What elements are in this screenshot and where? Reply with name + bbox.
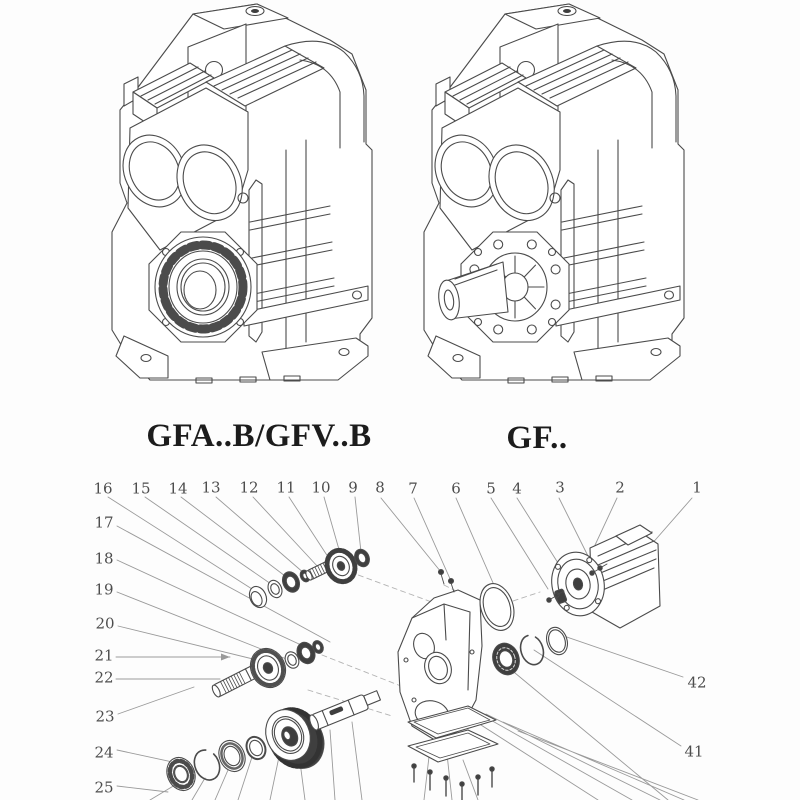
callout-42: 42 — [687, 673, 707, 692]
callout-16: 16 — [93, 479, 113, 498]
callout-15: 15 — [131, 479, 151, 498]
callout-20: 20 — [95, 614, 115, 633]
callout-7: 7 — [408, 479, 418, 498]
intermediate-shaft-parts — [211, 639, 326, 698]
callout-2: 2 — [615, 478, 625, 497]
callout-9: 9 — [348, 478, 358, 497]
output-shaft-parts — [162, 689, 382, 795]
callout-13: 13 — [201, 478, 221, 497]
callout-25: 25 — [94, 778, 114, 797]
gearbox-drawing-left — [112, 4, 372, 383]
callout-8: 8 — [375, 478, 385, 497]
pinion-shaft — [308, 689, 382, 731]
callout-14: 14 — [168, 479, 188, 498]
cover-bolts — [412, 764, 494, 800]
callout-6: 6 — [451, 479, 461, 498]
callout-11: 11 — [276, 478, 296, 497]
bottom-cover-parts — [408, 706, 498, 800]
model-label-left: GFA..B/GFV..B — [146, 418, 372, 454]
callout-24: 24 — [94, 743, 114, 762]
callout-5: 5 — [486, 479, 496, 498]
exploded-view — [108, 497, 698, 800]
motor — [546, 525, 660, 628]
callout-12: 12 — [239, 478, 259, 497]
callout-3: 3 — [555, 478, 565, 497]
callout-19: 19 — [94, 580, 114, 599]
callout-22: 22 — [94, 668, 114, 687]
callout-23: 23 — [95, 707, 115, 726]
output-bearing-detail — [155, 237, 251, 337]
callout-21: 21 — [94, 646, 114, 665]
input-shaft-parts — [246, 544, 372, 610]
callout-18: 18 — [94, 549, 114, 568]
callout-1: 1 — [692, 478, 702, 497]
callout-4: 4 — [512, 479, 522, 498]
callout-41: 41 — [684, 742, 704, 761]
gearbox-drawing-right — [424, 4, 684, 383]
model-label-right: GF.. — [506, 420, 568, 456]
callout-10: 10 — [311, 478, 331, 497]
callout-17: 17 — [94, 513, 114, 532]
